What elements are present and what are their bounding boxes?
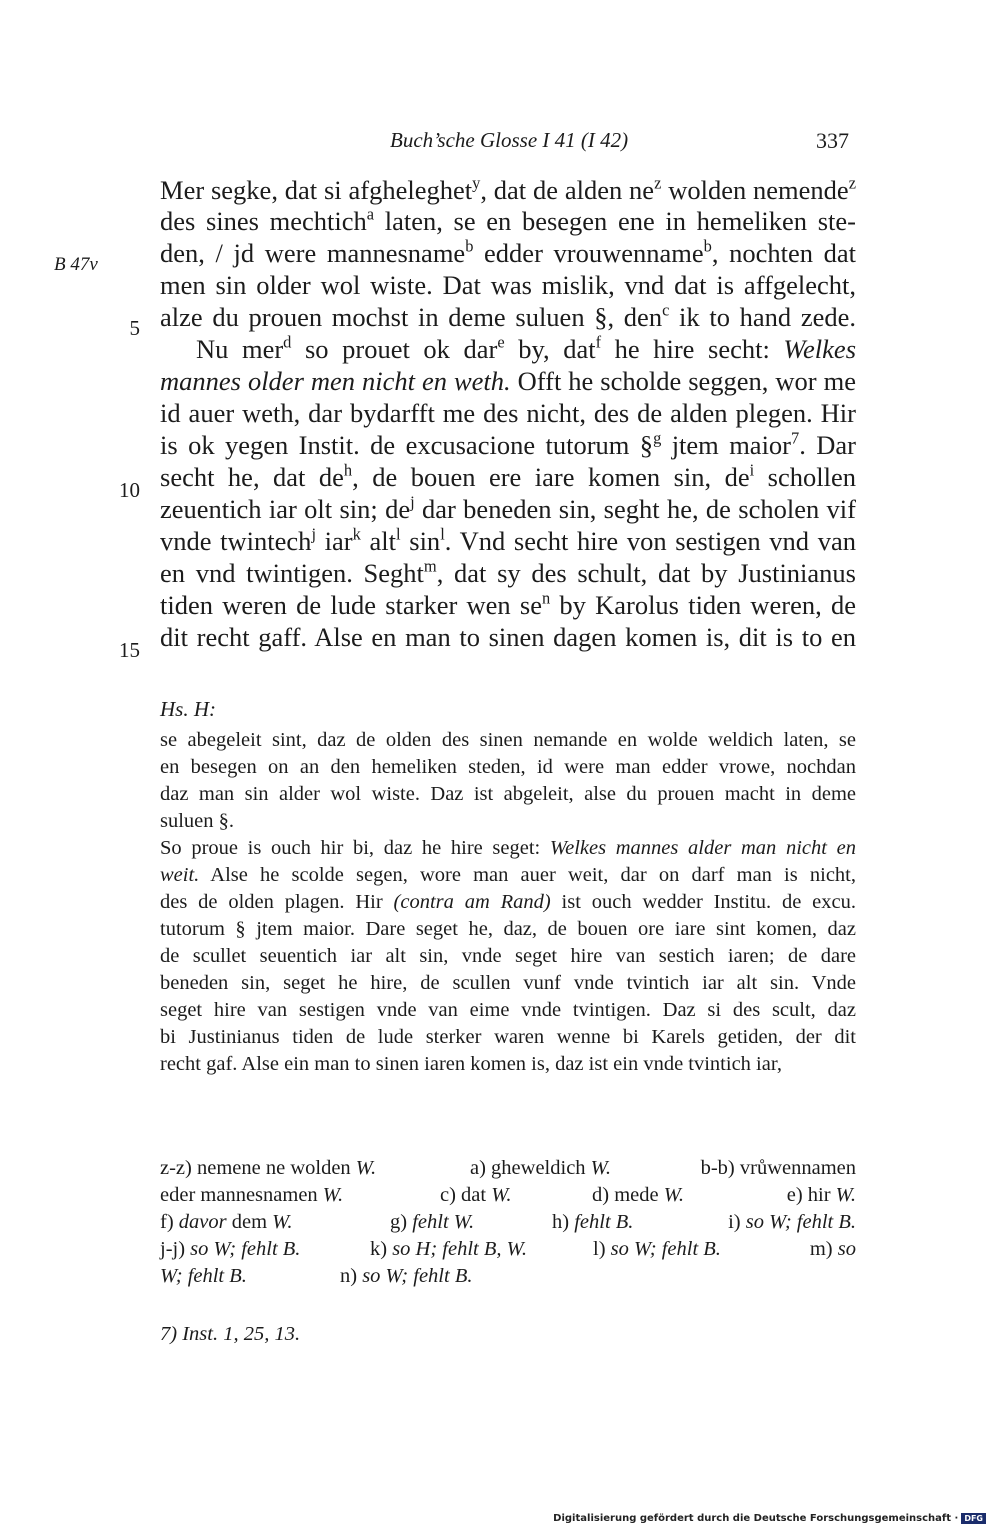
digitization-credit — [553, 1513, 986, 1524]
variant-text-line: tutorum § jtem maior. Dare seget he, daz, de bouen ore iare sint komen, daz — [160, 918, 856, 940]
line-number-10: 10 — [119, 478, 140, 502]
apparatus-entry: k) so H; fehlt B, W. — [370, 1238, 527, 1260]
apparatus-entry: eder mannesnamen W. — [160, 1184, 344, 1206]
variant-text-line: de scullet seuentich iar alt sin, vnde seget hire van sestich iaren; de dare — [160, 945, 856, 967]
credit-text: Digitalisierung gefördert durch die Deutsche Forschungsgemeinschaft · — [553, 1513, 959, 1524]
apparatus-entry: z-z) nemene ne wolden W. — [160, 1157, 377, 1179]
apparatus-entry: a) gheweldich W. — [470, 1157, 611, 1179]
apparatus-entry: g) fehlt W. — [390, 1211, 475, 1233]
running-header-title: Buch’sche Glosse I 41 (I 42) — [390, 128, 629, 152]
variant-text-line: beneden sin, seget he hire, de scullen vunf vnde tvintich iar alt sin. Vnde — [160, 972, 856, 994]
apparatus-entry: d) mede W. — [592, 1184, 685, 1206]
variant-text-line: suluen §. — [160, 810, 235, 832]
main-text-line: Mer segke, dat si afgheleghet$^y$, dat de alden $ne^z$ wolden nemende$^z$ — [160, 173, 856, 205]
apparatus-entry: c) dat W. — [440, 1184, 512, 1206]
variant-text-line: seget hire van sestigen vnde van eime vnde tvintigen. Daz si des scult, daz — [160, 999, 856, 1021]
main-text-line: Nu mer$^d$ so prouet ok dar$^e$ by, dat$^f$ he hire secht: Welkes — [196, 332, 857, 364]
apparatus-entry: b-b) vrůwennamen — [700, 1157, 856, 1179]
main-text-line: en vnd twintigen. Seght$^m$, dat sy des schult, dat by Justinianus — [160, 556, 856, 588]
apparatus-entry: n) so W; fehlt B. — [340, 1265, 473, 1287]
apparatus-line — [160, 1238, 856, 1264]
line-number-5: 5 — [129, 316, 140, 340]
main-text-line: secht he, dat $de^h$, de bouen ere iare komen sin, $de^i$ schollen — [160, 460, 856, 492]
main-text-line: zeuentich iar olt sin; $de^j$ dar beneden sin, seght he, de scholen vif — [160, 492, 856, 524]
variant-text-line: en besegen on an den hemeliken steden, id were man edder vrowe, nochdan — [160, 756, 856, 778]
variant-text-line: daz man sin alder wol wiste. Daz ist abgeleit, alse du prouen macht in deme — [160, 783, 856, 805]
variant-label: Hs. H: — [160, 697, 216, 721]
variant-text-line: So proue is ouch hir bi, daz he hire seget: Welkes mannes alder man nicht en — [160, 837, 856, 859]
main-text-line: vnde twintech$^j$ iar$^k$ alt$^l$ $\sin^l$. Vnd secht hire von sestigen vnd van — [160, 524, 856, 556]
apparatus-entry: e) hir W. — [786, 1184, 856, 1206]
apparatus-entry: h) fehlt B. — [552, 1211, 634, 1233]
variant-text-line: weit. Alse he scolde segen, wore man auer weit, dar on darf man is nicht, — [160, 864, 856, 886]
variant-text-line: des de olden plagen. Hir (contra am Rand) ist ouch wedder Institu. de excu. — [160, 891, 856, 913]
main-text-line: den, / jd were mannesname$^b$ edder vrouwenname$^b$, nochten dat — [160, 236, 856, 268]
variant-text-line: recht gaf. Alse ein man to sinen iaren komen is, daz ist ein vnde tvintich iar, — [160, 1053, 782, 1075]
apparatus-entry: m) so — [809, 1238, 856, 1260]
apparatus-entry: f) davor dem W. — [160, 1211, 293, 1233]
apparatus-entry: l) so W; fehlt B. — [593, 1238, 721, 1260]
apparatus-entry: W; fehlt B. — [160, 1265, 247, 1287]
apparatus-entry: i) so W; fehlt B. — [728, 1211, 856, 1233]
line-number-15: 15 — [119, 638, 140, 662]
apparatus-entry: j-j) so W; fehlt B. — [160, 1238, 301, 1260]
main-text-line: alze du prouen mochst in deme suluen §, den$^c$ ik to hand zede. — [160, 300, 857, 332]
dfg-logo: DFG — [961, 1513, 986, 1524]
source-note: 7) Inst. 1, 25, 13. — [160, 1323, 301, 1345]
page-number: 337 — [816, 128, 849, 153]
main-text-line: id auer weth, dar bydarfft me des nicht, des de alden plegen. Hir — [160, 398, 856, 428]
apparatus-line — [160, 1265, 856, 1291]
main-text-line: dit recht gaff. Alse en man to sinen dagen komen is, dit is to en — [160, 622, 856, 652]
variant-text-line: bi Justinianus tiden de lude sterker waren wenne bi Karels getiden, der dit — [160, 1026, 856, 1048]
main-text-line: tiden weren de lude starker wen $se^n$ by Karolus tiden weren, de — [160, 588, 856, 620]
apparatus-line — [160, 1157, 856, 1183]
apparatus-line — [160, 1211, 856, 1237]
main-text-line: is ok yegen Instit. de excusacione tutorum §$^g$ jtem maior$^7$. Dar — [160, 428, 856, 460]
main-text-line: men sin older wol wiste. Dat was mislik, vnd dat is affgelecht, — [160, 270, 856, 300]
main-text-line: mannes older men nicht en weth. Offt he scholde seggen, wor me — [160, 366, 856, 396]
margin-folio-note: B 47v — [54, 254, 98, 275]
variant-text-line: se abegeleit sint, daz de olden des sinen nemande en wolde weldich laten, se — [160, 729, 856, 751]
apparatus-line — [160, 1184, 856, 1210]
main-text-line: des sines mechtich$^a$ laten, se en besegen ene in hemeliken ste- — [160, 204, 856, 236]
